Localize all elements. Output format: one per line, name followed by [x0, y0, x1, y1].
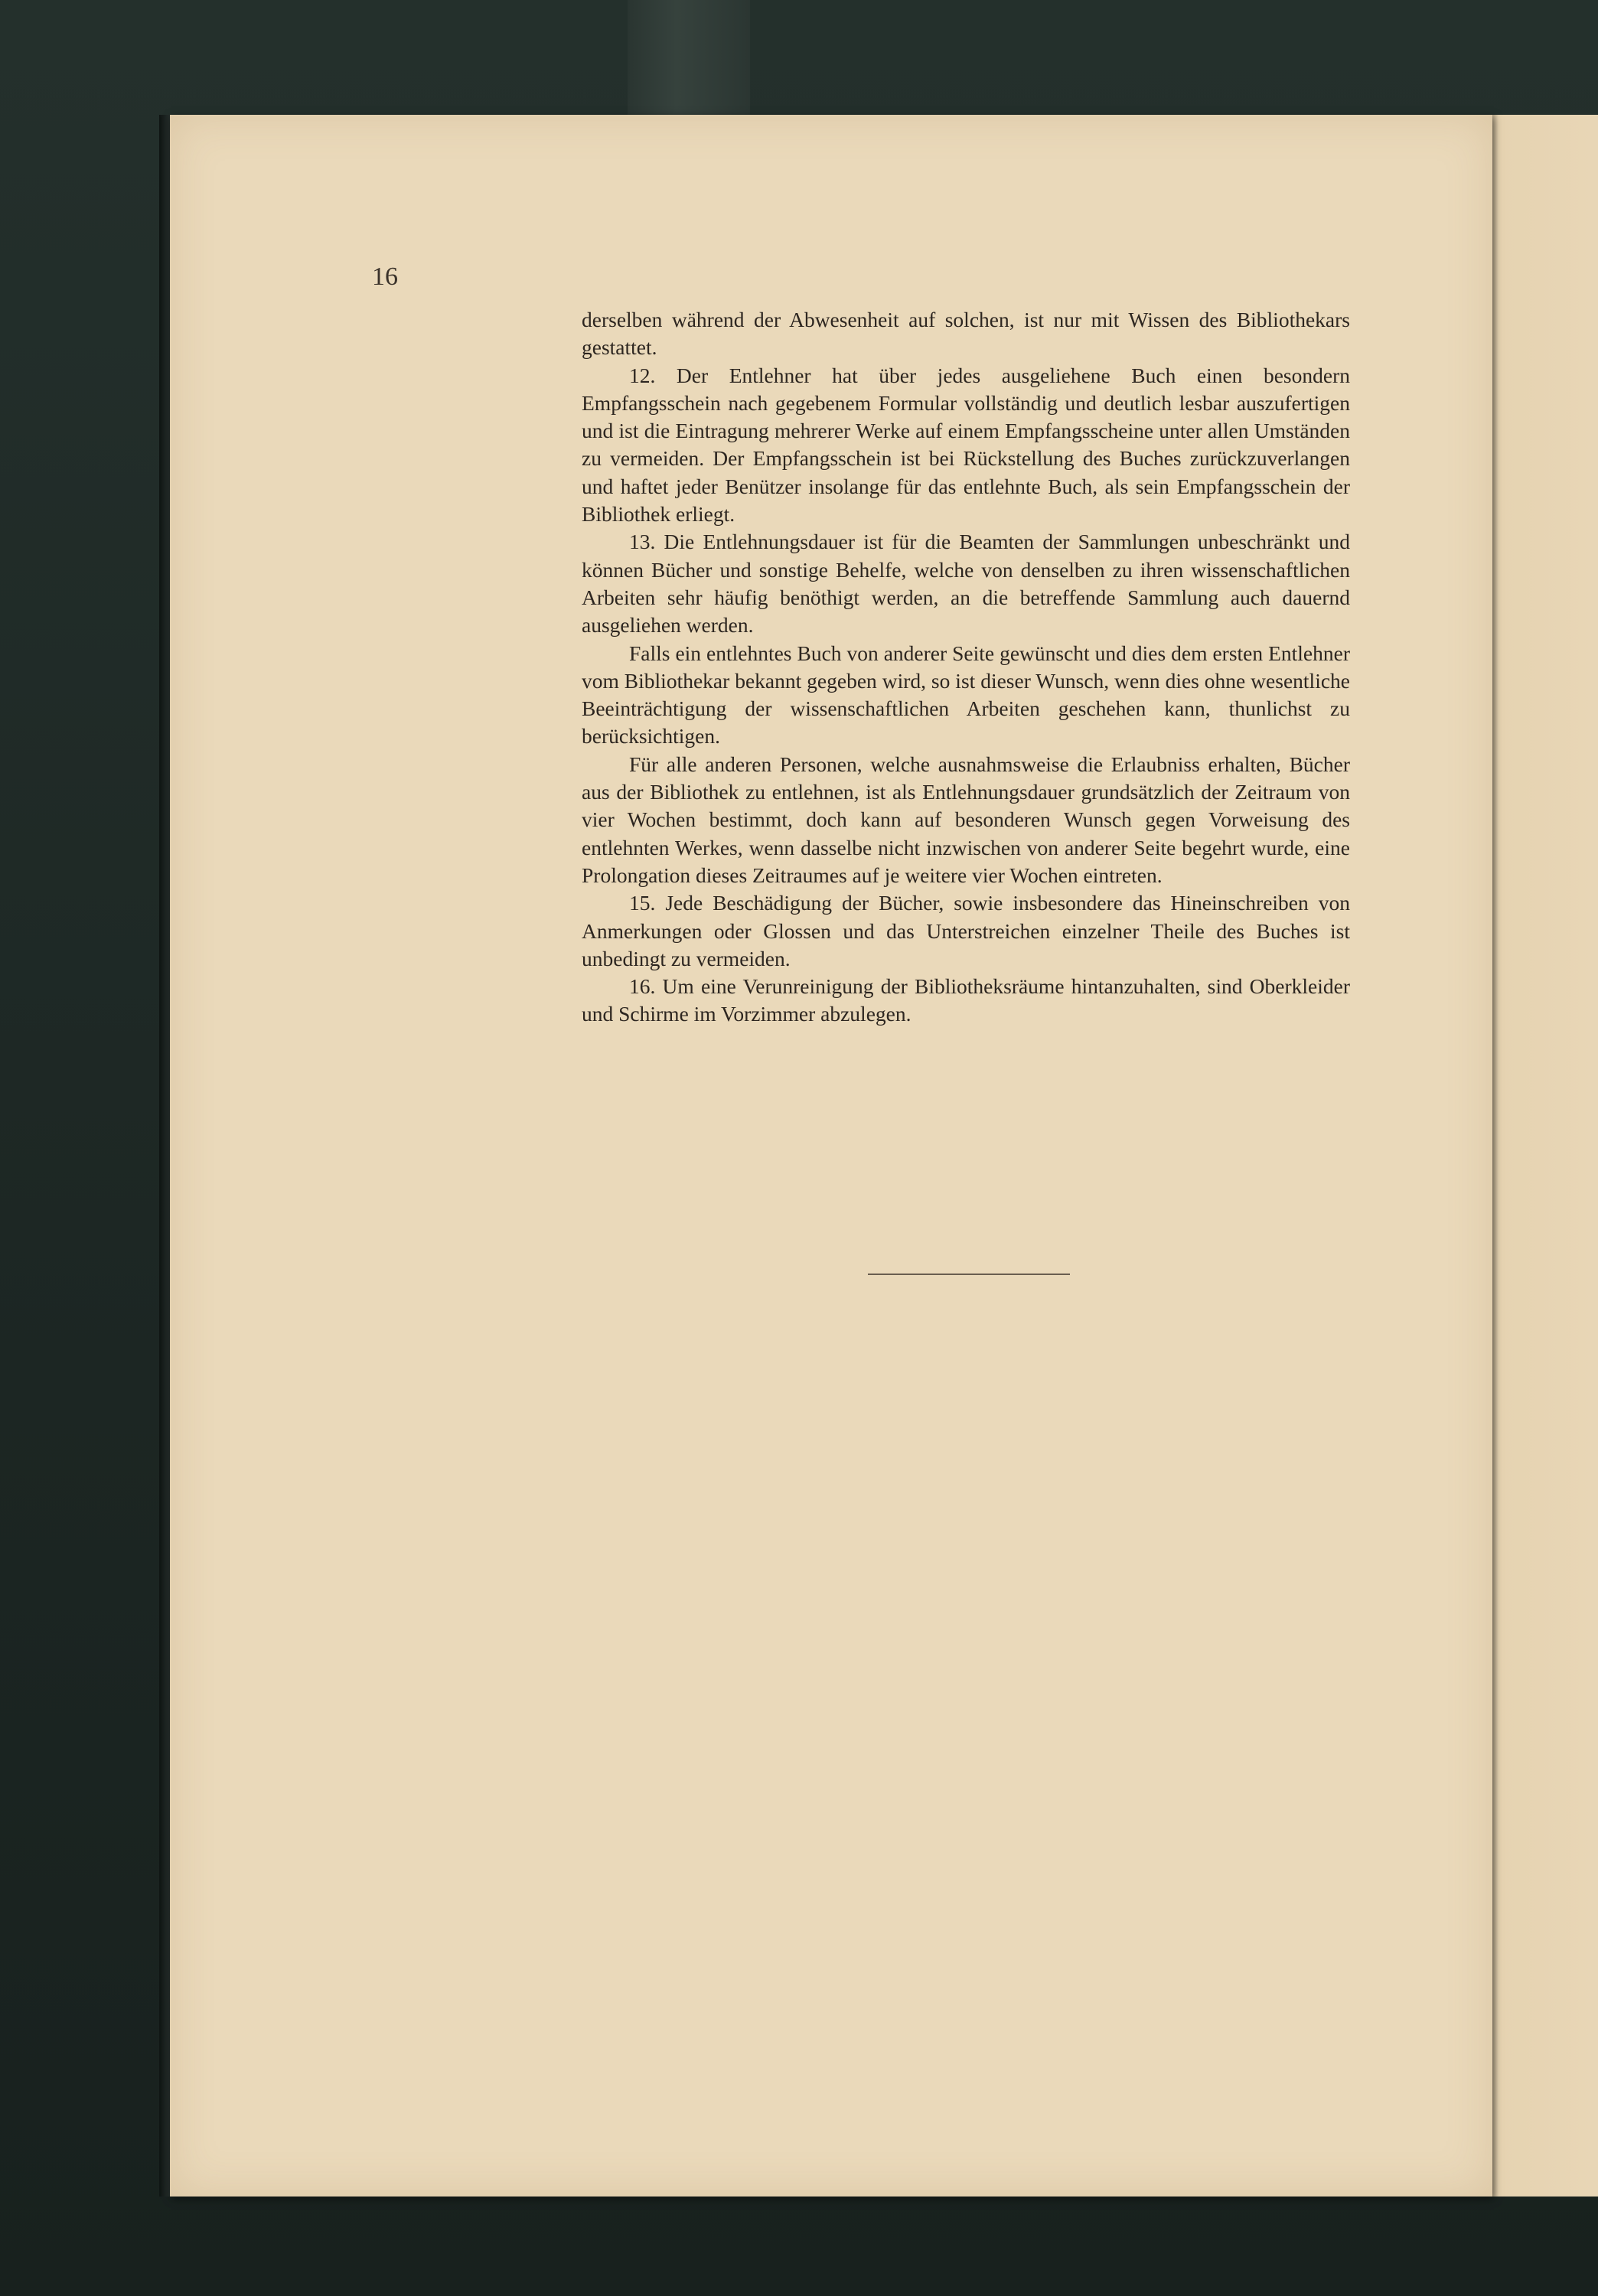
closing-rule-divider — [868, 1274, 1070, 1275]
page-number: 16 — [372, 263, 398, 291]
book-binding — [628, 0, 750, 122]
paragraph-rule-13-second: Falls ein entlehntes Buch von anderer Seite gewünscht und dies dem ersten Entlehner vom Bibliothekar bekannt gegeben wird, so ist dieser Wunsch, wenn dies ohne wesentliche Beeinträchtigung der wissenschaftlichen Arbeiten geschehen kann, thunlichst zu berücksichtigen. — [582, 641, 1350, 748]
body-text — [582, 306, 1350, 1029]
paragraph-rule-13-third: Für alle anderen Personen, welche ausnahmsweise die Erlaubniss erhalten, Bücher aus der Bibliothek zu entlehnen, ist als Entlehnungsdauer grundsätzlich der Zeitraum von vier Wochen bestimmt, doch kann auf besonderen Wunsch gegen Vorweisung des entlehnten Werkes, wenn dasselbe nicht inzwischen von anderer Seite begehrt wurde, eine Prolongation dieses Zeitraumes auf je weitere vier Wochen eintreten. — [582, 752, 1350, 887]
facing-page-edge — [1492, 115, 1598, 2197]
paragraph-rule-15: 15. Jede Beschädigung der Bücher, sowie insbesondere das Hineinschreiben von Anmerkungen oder Glossen und das Unterstreichen einzelner Theile des Buches ist unbedingt zu vermeiden. — [582, 891, 1350, 970]
paragraph-rule-13: 13. Die Entlehnungsdauer ist für die Beamten der Sammlungen unbeschränkt und können Bücher und sonstige Behelfe, welche von denselben zu ihren wissenschaftlichen Arbeiten sehr häufig benöthigt werden, an die betreffende Sammlung auch dauernd ausgeliehen werden. — [582, 530, 1350, 638]
paragraph-continuation: derselben während der Abwesenheit auf solchen, ist nur mit Wissen des Bibliothekars gestattet. — [582, 308, 1350, 360]
paragraph-rule-16: 16. Um eine Verunreinigung der Bibliotheksräume hintanzuhalten, sind Oberkleider und Schirme im Vorzimmer abzulegen. — [582, 974, 1350, 1026]
paragraph-rule-12: 12. Der Entlehner hat über jedes ausgeliehene Buch einen besondern Empfangsschein nach gegebenem Formular vollständig und deutlich lesbar auszufertigen und ist die Eintragung mehrerer Werke auf einem Empfangsscheine unter allen Umständen zu vermeiden. Der Empfangsschein ist bei Rückstellung des Buches zurückzuverlangen und haftet jeder Benützer insolange für das entlehnte Buch, als sein Empfangsschein der Bibliothek erliegt. — [582, 363, 1350, 527]
